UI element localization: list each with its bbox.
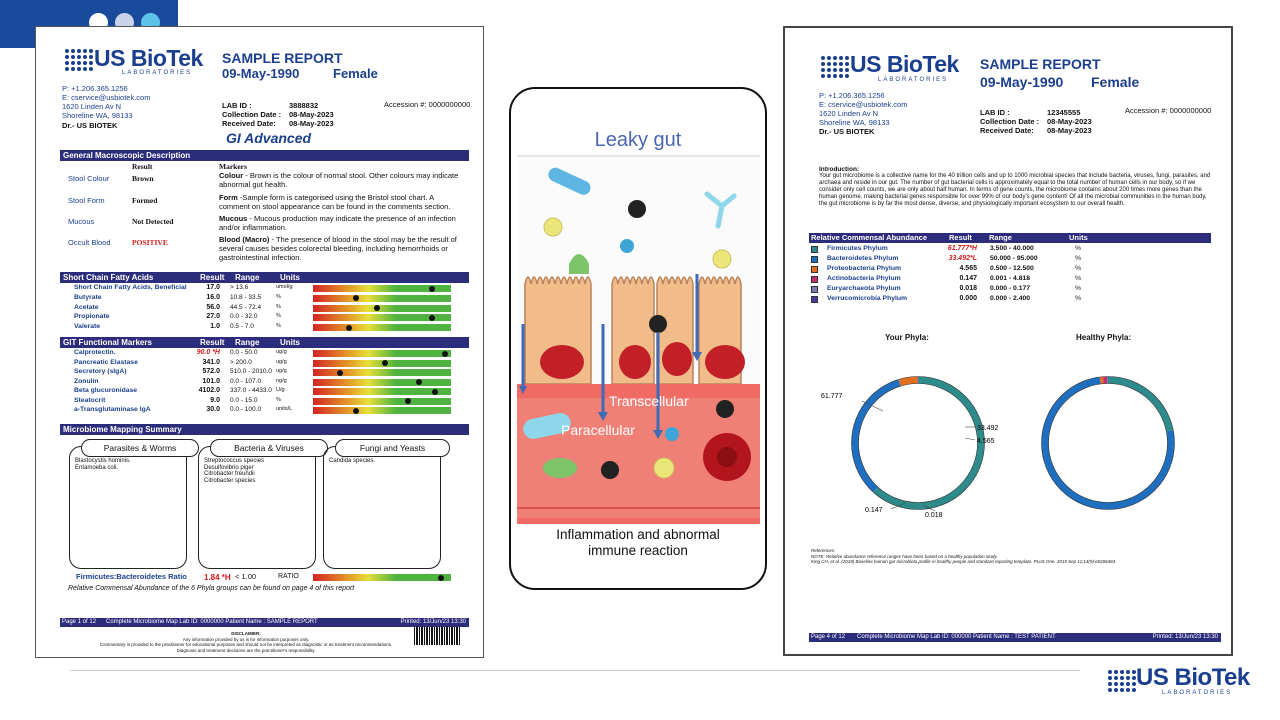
donut-outline bbox=[859, 384, 978, 503]
macro-row-result: POSITIVE bbox=[132, 238, 168, 247]
contact-street: 1620 Linden Av N bbox=[62, 102, 122, 111]
legend-swatch bbox=[811, 276, 818, 283]
marker-gauge bbox=[313, 295, 451, 302]
macro-row-desc-text: - The presence of blood in the stool may be the result of several causes besides colorectal bleeding, including hemorrhoids or gastrointestinal infection. bbox=[219, 235, 457, 262]
marker-units: % bbox=[276, 396, 281, 403]
macro-row-name: Stool Colour bbox=[68, 174, 110, 183]
phylum-range: 3.500 - 40.000 bbox=[990, 245, 1034, 252]
marker-name: Short Chain Fatty Acids, Beneficial bbox=[74, 284, 187, 291]
report-title: SAMPLE REPORT bbox=[980, 56, 1101, 72]
phylum-name: Firmicutes Phylum bbox=[827, 245, 888, 252]
phylum-units: % bbox=[1075, 265, 1082, 272]
contact-email[interactable]: E: cservice@usbiotek.com bbox=[819, 100, 908, 109]
marker-range: 44.5 - 72.4 bbox=[230, 303, 262, 311]
marker-result: 341.0 bbox=[202, 358, 220, 366]
ratio-units: RATIO bbox=[278, 573, 299, 580]
macro-row-desc bbox=[219, 193, 464, 211]
macro-col-result: Result bbox=[132, 162, 153, 171]
macro-row-desc-bold: Mucous bbox=[219, 214, 248, 223]
marker-gauge bbox=[313, 407, 451, 414]
marker-name: Steatocrit bbox=[74, 396, 106, 404]
marker-units: units/L bbox=[276, 406, 293, 412]
donut-data-label: 4.565 bbox=[977, 438, 995, 445]
pathogen-icon bbox=[601, 461, 619, 479]
marker-gauge bbox=[313, 388, 451, 395]
marker-dot bbox=[353, 295, 359, 301]
ratio-gauge bbox=[313, 574, 451, 581]
legend-swatch bbox=[811, 296, 818, 303]
marker-name: Calprotectin. bbox=[74, 349, 116, 356]
macro-row-desc bbox=[219, 214, 464, 232]
leader-line bbox=[965, 438, 975, 440]
bottom-rule bbox=[70, 670, 1080, 671]
mapping-box-title: Parasites & Worms bbox=[81, 439, 199, 457]
marker-result: 9.0 bbox=[210, 396, 220, 404]
marker-units: ng/g bbox=[276, 377, 287, 384]
marker-name: a-Transglutaminase IgA bbox=[74, 406, 151, 413]
report-sex: Female bbox=[1091, 74, 1140, 90]
meta-labels: LAB ID : Collection Date : Received Date: bbox=[980, 108, 1040, 135]
contact-city: Shoreline WA, 98133 bbox=[62, 111, 133, 120]
mapping-section-header: Microbiome Mapping Summary bbox=[60, 424, 469, 435]
leaky-gut-illustration bbox=[517, 154, 760, 524]
mapping-item: Citrobacter freundii bbox=[204, 471, 255, 477]
marker-range: 0.0 - 100.0 bbox=[230, 406, 262, 413]
macro-row-desc-bold: Blood (Macro) bbox=[219, 235, 270, 244]
slide-logo-dots-icon bbox=[1108, 670, 1136, 692]
marker-dot bbox=[442, 351, 448, 357]
toxin-icon bbox=[543, 458, 577, 478]
marker-result: 1.0 bbox=[210, 323, 220, 331]
donut-slice bbox=[855, 383, 900, 490]
phylum-name: Actinobacteria Phylum bbox=[827, 275, 901, 282]
phylum-range: 0.001 - 4.818 bbox=[990, 275, 1031, 282]
marker-units: % bbox=[276, 303, 281, 310]
macro-row-desc-text: - Mucous production may indicate the presence of an infection and/or inflammation. bbox=[219, 214, 456, 232]
accession-number: Accession #: 0000000000 bbox=[384, 100, 471, 109]
phylum-range: 50.000 - 95.000 bbox=[990, 255, 1038, 262]
pathogen-icon bbox=[628, 200, 646, 218]
ratio-value: 1.84 *H bbox=[204, 573, 231, 582]
phylum-result: 0.000 bbox=[959, 295, 977, 302]
particle-icon bbox=[544, 218, 562, 236]
left-report-page bbox=[35, 26, 484, 658]
marker-result: 572.0 bbox=[202, 368, 220, 375]
particle-icon bbox=[713, 250, 731, 268]
marker-gauge bbox=[313, 360, 451, 367]
marker-units: U/g bbox=[276, 387, 285, 393]
donut-data-label: 61.777 bbox=[821, 393, 843, 400]
phylum-result: 0.147 bbox=[959, 275, 977, 282]
mapping-box-title: Bacteria & Viruses bbox=[210, 439, 328, 457]
intro-title: Introduction: bbox=[819, 166, 860, 173]
left-footer: Page 1 of 12 Complete Microbiome Map Lab ID: 0000000 Patient Name : SAMPLE REPORT Printed: 13/Jun/23 13:30 bbox=[60, 618, 469, 627]
marker-gauge bbox=[313, 314, 451, 321]
logo-dots-icon bbox=[65, 49, 93, 71]
phylum-name: Bacteroidetes Phylum bbox=[827, 255, 899, 262]
phylum-result: 4.565 bbox=[959, 265, 977, 272]
right-report-page bbox=[783, 26, 1233, 656]
marker-name: Acetate bbox=[74, 303, 99, 311]
marker-name: Pancreatic Elastase bbox=[74, 358, 138, 366]
healthy-phyla-title: Healthy Phyla: bbox=[1076, 333, 1132, 342]
marker-result: 30.0 bbox=[206, 406, 220, 413]
marker-dot bbox=[337, 370, 343, 376]
marker-units: % bbox=[276, 323, 281, 330]
marker-gauge bbox=[313, 398, 451, 405]
donut-data-label: 0.147 bbox=[865, 507, 883, 514]
contact-phone: P: +1.206.365.1256 bbox=[62, 84, 128, 93]
barcode bbox=[414, 627, 460, 645]
marker-gauge bbox=[313, 350, 451, 357]
report-sex: Female bbox=[333, 66, 378, 81]
marker-dot bbox=[405, 398, 411, 404]
marker-units: ug/g bbox=[276, 358, 287, 365]
marker-gauge bbox=[313, 369, 451, 376]
logo-dots-icon bbox=[821, 56, 849, 78]
report-date: 09-May-1990 bbox=[222, 66, 300, 81]
phylum-name: Verrucomicrobia Phylum bbox=[827, 295, 908, 302]
leaky-gut-panel bbox=[509, 87, 767, 590]
particle-icon bbox=[654, 458, 674, 478]
marker-name: Propionate bbox=[74, 313, 110, 321]
macro-col-markers: Markers bbox=[219, 162, 247, 171]
mapping-box-title: Fungi and Yeasts bbox=[335, 439, 450, 457]
marker-units: ug/g bbox=[276, 349, 287, 355]
phylum-units: % bbox=[1075, 285, 1082, 292]
marker-name: Butyrate bbox=[74, 293, 102, 301]
marker-range: 337.0 - 4433.0 bbox=[230, 387, 272, 394]
macro-row-result: Formed bbox=[132, 196, 158, 205]
report-title: SAMPLE REPORT bbox=[222, 50, 343, 66]
test-name: GI Advanced bbox=[226, 130, 312, 146]
phylum-name: Euryarchaeota Phylum bbox=[827, 285, 901, 292]
nucleus bbox=[662, 342, 692, 376]
mapping-item: Entamoeba coli. bbox=[75, 464, 119, 471]
marker-range: > 13.6 bbox=[230, 284, 249, 291]
phylum-name: Proteobacteria Phylum bbox=[827, 265, 902, 272]
paracellular-label: Paracellular bbox=[561, 422, 635, 438]
macro-row-result: Brown bbox=[132, 174, 154, 183]
marker-units: umol/g bbox=[276, 284, 293, 290]
phylum-result: 33.492*L bbox=[948, 255, 977, 262]
marker-result: 17.0 bbox=[206, 284, 220, 291]
legend-swatch bbox=[811, 246, 818, 253]
ratio-label: Firmicutes:Bacteroidetes Ratio bbox=[76, 572, 187, 581]
donut-outline bbox=[1049, 384, 1168, 503]
marker-result: 16.0 bbox=[206, 293, 220, 301]
marker-range: 0.0 - 15.0 bbox=[230, 396, 258, 404]
nucleus bbox=[705, 345, 745, 379]
phylum-units: % bbox=[1075, 275, 1082, 282]
mapping-item: Candida species. bbox=[329, 458, 376, 464]
mapping-item: Streptococcus species bbox=[204, 458, 265, 464]
macro-row-desc-text: - Brown is the colour of normal stool. Other colours may indicate abnormal gut health. bbox=[219, 171, 459, 189]
donut-slice bbox=[900, 380, 918, 383]
doctor-name: Dr.- US BIOTEK bbox=[62, 121, 118, 130]
phylum-range: 0.500 - 12.500 bbox=[990, 265, 1034, 272]
marker-dot bbox=[429, 286, 435, 292]
accession-number: Accession #: 0000000000 bbox=[1125, 106, 1212, 115]
disclaimer: DISCLAIMER: Any information provided by us is for information purposes only. Commentary is provided to the practitioner for educational purposes and should not be interpreted as diagnostic or as treatment recommendations. Diagnosis and treatment decisions are the practitioner's responsibility. bbox=[99, 631, 393, 653]
phylum-units: % bbox=[1075, 245, 1082, 252]
marker-name: Secretory (sIgA) bbox=[74, 368, 127, 375]
phyla-donut-charts bbox=[805, 353, 1225, 523]
macro-row-name: Mucous bbox=[68, 217, 95, 226]
marker-dot bbox=[432, 389, 438, 395]
donut-slice bbox=[876, 380, 981, 506]
marker-range: 10.8 - 33.5 bbox=[230, 293, 262, 301]
logo-wordmark: US BioTek bbox=[94, 45, 203, 71]
macro-row-desc bbox=[219, 235, 464, 262]
phylum-range: 0.000 - 2.400 bbox=[990, 295, 1031, 302]
legend-swatch bbox=[811, 266, 818, 273]
marker-range: 0.0 - 32.0 bbox=[230, 313, 258, 321]
report-date: 09-May-1990 bbox=[980, 74, 1064, 90]
logo-subtitle: LABORATORIES bbox=[878, 77, 949, 83]
logo-subtitle: LABORATORIES bbox=[122, 70, 193, 76]
references: References: NOTE: Relative abundance reference ranges have been based on a healthy population study. King CH, et al. (2019) Baseline human gut microbiota profile in healthy people and standard reporting template. PLoS One. 2019 Sep 11;14(9):e0206484. bbox=[811, 548, 1117, 564]
phylum-range: 0.000 - 0.177 bbox=[990, 285, 1031, 292]
phyla-note: Relative Commensal Abundance of the 6 Phyla groups can be found on page 4 of this report bbox=[68, 585, 355, 592]
marker-units: ug/g bbox=[276, 368, 287, 374]
logo-wordmark: US BioTek bbox=[850, 51, 959, 77]
marker-dot bbox=[416, 379, 422, 385]
nucleus bbox=[540, 345, 584, 379]
abundance-table-header: Relative Commensal Abundance Result Range Units bbox=[809, 233, 1211, 243]
particle-icon bbox=[620, 239, 634, 253]
nucleus bbox=[619, 345, 651, 379]
ratio-gauge-marker bbox=[438, 575, 444, 581]
marker-name: Zonulin bbox=[74, 377, 99, 385]
marker-dot bbox=[382, 360, 388, 366]
marker-result: 56.0 bbox=[206, 303, 220, 311]
meta-values: 3888832 08-May-2023 08-May-2023 bbox=[289, 101, 334, 128]
macro-row-desc-text: -Sample form is categorised using the Bristol stool chart. A comment on stool appearance can be found in the comments section. bbox=[219, 193, 451, 211]
doctor-name: Dr.- US BIOTEK bbox=[819, 127, 875, 136]
mapping-item: Blastocystis hominis. bbox=[75, 458, 131, 464]
macro-row-desc bbox=[219, 171, 464, 189]
transcellular-label: Transcellular bbox=[609, 393, 689, 409]
marker-range: 0.0 - 50.0 bbox=[230, 349, 258, 356]
marker-result: 90.0 *H bbox=[196, 349, 220, 356]
particle-icon bbox=[665, 427, 679, 441]
donut-slice bbox=[1108, 380, 1170, 431]
marker-gauge bbox=[313, 379, 451, 386]
your-phyla-title: Your Phyla: bbox=[885, 333, 929, 342]
marker-result: 101.0 bbox=[202, 377, 220, 385]
ratio-range: < 1.00 bbox=[235, 572, 257, 581]
marker-gauge bbox=[313, 324, 451, 331]
marker-units: % bbox=[276, 293, 281, 300]
meta-values: 12345555 08-May-2023 08-May-2023 bbox=[1047, 108, 1092, 135]
phylum-result: 0.018 bbox=[959, 285, 977, 292]
contact-block bbox=[62, 84, 150, 120]
caption: Inflammation and abnormal immune reaction bbox=[556, 527, 720, 558]
macro-row-desc-bold: Colour bbox=[219, 171, 244, 180]
marker-range: 0.5 - 7.0 bbox=[230, 323, 254, 331]
pathogen-icon bbox=[716, 400, 734, 418]
macro-row-name: Stool Form bbox=[68, 196, 105, 205]
mapping-item: Citrobacter species bbox=[204, 477, 256, 484]
marker-result: 4102.0 bbox=[198, 387, 220, 394]
marker-units: % bbox=[276, 313, 281, 320]
git-section-header: GIT Functional Markers Result Range Units bbox=[60, 337, 469, 348]
marker-range: > 200.0 bbox=[230, 358, 252, 366]
macro-row-name: Occult Blood bbox=[68, 238, 111, 247]
macro-row-desc-bold: Form bbox=[219, 193, 238, 202]
legend-swatch bbox=[811, 286, 818, 293]
macro-section-header: General Macroscopic Description bbox=[60, 150, 469, 161]
contact-email[interactable]: E: cservice@usbiotek.com bbox=[62, 93, 151, 102]
meta-labels: LAB ID : Collection Date : Received Date: bbox=[222, 101, 282, 128]
pathogen-icon bbox=[649, 315, 667, 333]
leaky-gut-title: Leaky gut bbox=[594, 129, 682, 151]
contact-block: P: +1.206.365.1256 E: cservice@usbiotek.com 1620 Linden Av N Shoreline WA, 98133 bbox=[819, 91, 908, 127]
mapping-item: Desulfovibrio piger bbox=[204, 464, 254, 471]
legend-swatch bbox=[811, 256, 818, 263]
marker-dot bbox=[353, 408, 359, 414]
intro-text: Your gut microbiome is a collective name for the 40 trillion cells and up to 1000 microbial species that include bacteria, viruses, fungi, parasites, and archaea and reside in our gut. The number of gut bacterial cells is approximately equal to the total number of human cells in our body, so if we consider only cell counts, we are only about half human. In terms of gene counts, the microbiome contains about 200 times more genes than the human genome, making bacterial genes responsible for over 99% of our body's gene content! Of all the microbial communities in the human body, the gut microbiome is by far the most dense, diverse, and physiologically important ecosystem to our overall health. bbox=[819, 173, 1211, 207]
marker-range: 0.0 - 107.0 bbox=[230, 377, 262, 385]
scfa-section-header: Short Chain Fatty Acids Result Range Units bbox=[60, 272, 469, 283]
marker-name: Beta glucuronidase bbox=[74, 387, 138, 394]
right-footer: Page 4 of 12 Complete Microbiome Map Lab ID: 000000 Patient Name : TEST PATIENT Printed: 13/Jun/23 13:30 bbox=[809, 633, 1221, 642]
slide-logo-subtitle: LABORATORIES bbox=[1162, 690, 1233, 696]
marker-dot bbox=[346, 325, 352, 331]
slide-logo-wordmark: US BioTek bbox=[1136, 664, 1250, 691]
phylum-units: % bbox=[1075, 255, 1082, 262]
marker-dot bbox=[429, 315, 435, 321]
phylum-units: % bbox=[1075, 295, 1082, 302]
donut-data-label: 0.018 bbox=[925, 512, 943, 519]
marker-gauge bbox=[313, 285, 451, 292]
marker-range: 510.0 - 2010.0 bbox=[230, 368, 272, 375]
macro-row-result: Not Detected bbox=[132, 217, 174, 226]
marker-dot bbox=[374, 305, 380, 311]
marker-name: Valerate bbox=[74, 323, 101, 331]
marker-result: 27.0 bbox=[206, 313, 220, 321]
donut-data-label: 33.492 bbox=[977, 425, 999, 432]
phylum-result: 61.777*H bbox=[947, 245, 977, 252]
marker-gauge bbox=[313, 305, 451, 312]
